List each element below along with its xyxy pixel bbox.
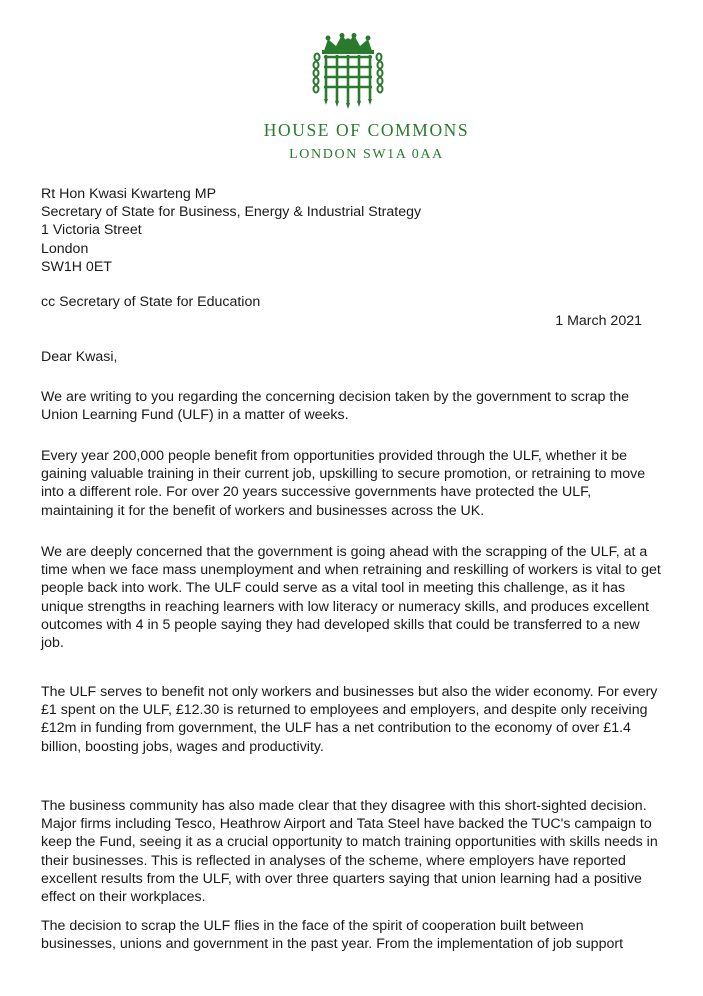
recipient-line: SW1H 0ET xyxy=(41,258,112,275)
salutation: Dear Kwasi, xyxy=(41,349,118,365)
letter-date: 1 March 2021 xyxy=(555,313,642,329)
portcullis-icon xyxy=(308,33,388,109)
recipient-line: Rt Hon Kwasi Kwarteng MP xyxy=(41,186,217,202)
recipient-line: London xyxy=(41,240,89,257)
body-paragraph: We are deeply concerned that the government is going ahead with the scrapping of the ULF, at a time when we face mass unemployment and when retraining and reskilling of workers is vital to get people back into work. The ULF could serve as a vital tool in meeting this challenge, as it has unique strengths in reaching learners with low literacy or numeracy skills, and produces excellent outcomes with 4 in 5 people saying they had developed skills that could be transferred to a new job. xyxy=(41,544,661,652)
cc-line: cc Secretary of State for Education xyxy=(41,294,261,310)
organisation-name: HOUSE OF COMMONS xyxy=(263,120,470,140)
body-paragraph: We are writing to you regarding the concerning decision taken by the government to scrap the Union Learning Fund (ULF) in a matter of weeks. xyxy=(41,389,630,424)
organisation-address: LONDON SW1A 0AA xyxy=(289,147,444,162)
body-paragraph: The business community has also made clear that they disagree with this short-sighted decision. Major firms including Tesco, Heathrow Airport and Tata Steel have backed the TUC's campaign to keep the Fund, seeing it as a crucial opportunity to match training opportunities with skills needs in their businesses. This is reflected in analyses of the scheme, where employers have reported excellent results from the ULF, with over three quarters saying that union learning had a positive effect on their workplaces. xyxy=(41,798,658,906)
recipient-line: 1 Victoria Street xyxy=(41,222,142,239)
recipient-line: Secretary of State for Business, Energy & Industrial Strategy xyxy=(41,204,422,221)
body-paragraph: Every year 200,000 people benefit from opportunities provided through the ULF, whether it be gaining valuable training in their current job, upskilling to secure promotion, or retraining to move into a different role. For over 20 years successive governments have protected the ULF, maintaining it for the benefit of workers and businesses across the UK. xyxy=(41,448,646,519)
recipient-address-block xyxy=(41,185,661,276)
body-paragraph: The ULF serves to benefit not only workers and businesses but also the wider economy. For every £1 spent on the ULF, £12.30 is returned to employees and employers, and despite only receiving £12m in funding from government, the ULF has a net contribution to the economy of over £1.4 billion, boosting jobs, wages and productivity. xyxy=(41,684,658,755)
body-paragraph: The decision to scrap the ULF flies in the face of the spirit of cooperation built between businesses, unions and government in the past year. From the implementation of job support xyxy=(41,918,624,953)
